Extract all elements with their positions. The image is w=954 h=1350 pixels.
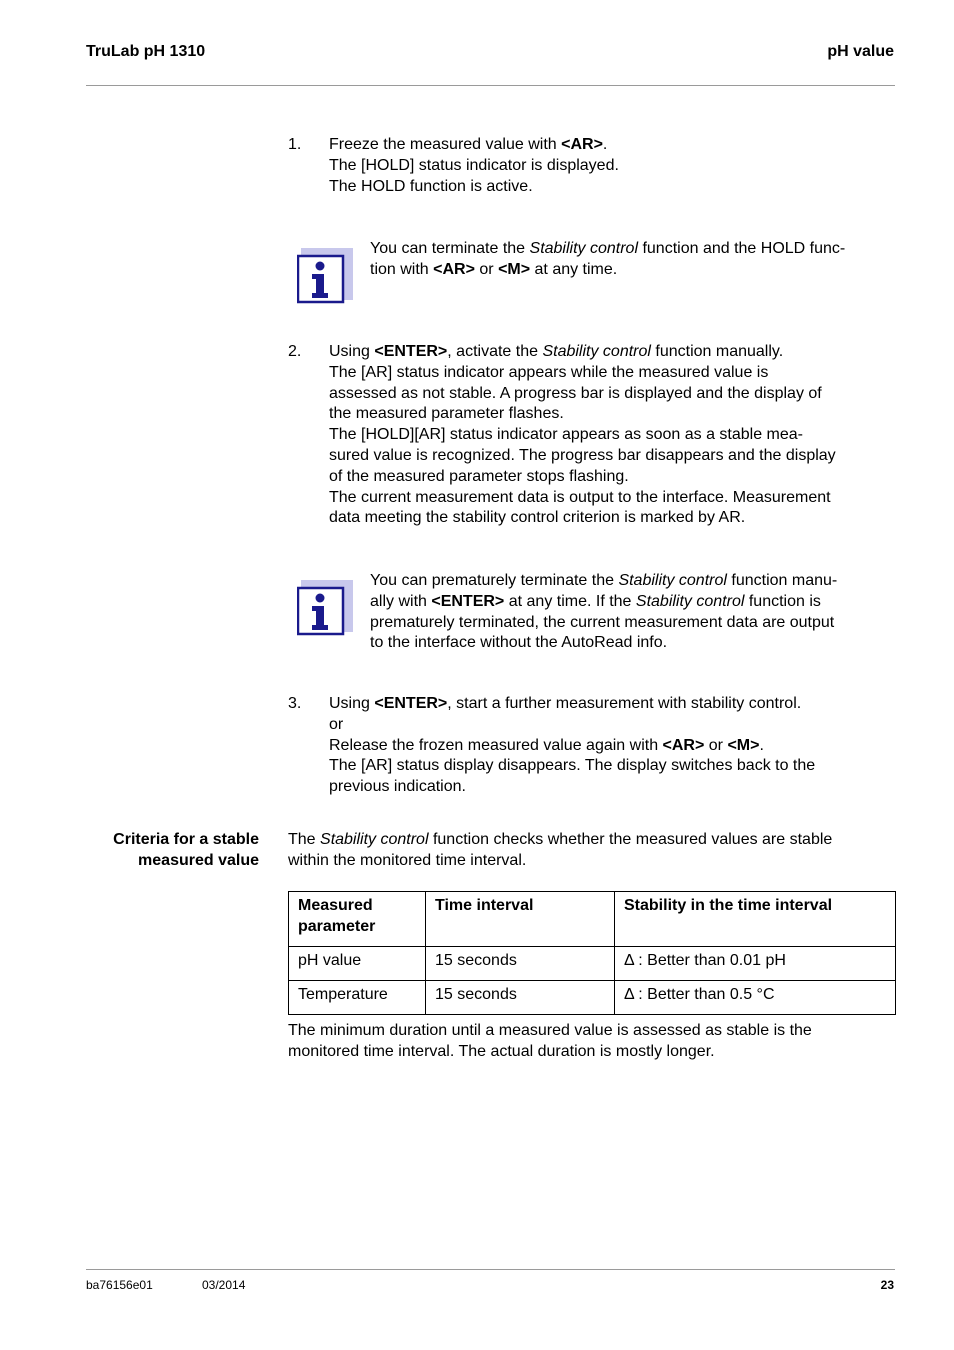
table-cell: Δ : Better than 0.01 pH	[615, 947, 896, 981]
table-cell: pH value	[289, 947, 426, 981]
stability-criteria-table	[288, 891, 896, 1015]
info-note-2: You can prematurely terminate the Stability control function manu- ally with <ENTER> at any time. If the Stability control function is prematurely terminated, the current measurement data are output to the interface without the AutoRead info.	[370, 572, 838, 652]
step-2-text: Using <ENTER>, activate the Stability control function manually. The [AR] status indicator appears while the measured value is assessed as not stable. A progress bar is displayed and the display of the measured parameter flashes. The [HOLD][AR] status indicator appears as soon as a stable mea- sured value is recognized. The progress bar disappears and the display of the measured parameter stops flashing. The current measurement data is output to the interface. Measurement data meeting the stability control criterion is marked by AR.	[329, 343, 836, 527]
footer-date: 03/2014	[202, 1278, 246, 1292]
table-header: Stability in the time interval	[615, 892, 896, 947]
table-cell: 15 seconds	[426, 981, 615, 1015]
footer-doc-id: ba76156e01	[86, 1278, 153, 1292]
header-rule	[86, 85, 895, 86]
table-header: Time interval	[426, 892, 615, 947]
step-number: 1.	[288, 136, 302, 153]
table-header: Measured parameter	[289, 892, 426, 947]
header-section: pH value	[827, 43, 894, 60]
info-icon	[297, 580, 353, 636]
info-note-1: You can terminate the Stability control function and the HOLD func- tion with <AR> or <M> at any time.	[370, 240, 846, 278]
step-number: 3.	[288, 695, 302, 712]
criteria-note: The minimum duration until a measured value is assessed as stable is the monitored time interval. The actual duration is mostly longer.	[288, 1022, 812, 1060]
step-3-text: Using <ENTER>, start a further measurement with stability control. or Release the frozen measured value again with <AR> or <M>. The [AR] status display disappears. The display switches back to the previous indication.	[329, 695, 816, 796]
step-1-text: Freeze the measured value with <AR>. The [HOLD] status indicator is displayed. The HOLD function is active.	[329, 136, 619, 195]
info-icon	[297, 248, 353, 304]
table-header-row	[289, 892, 896, 947]
page-number: 23	[880, 1278, 894, 1292]
criteria-intro: The Stability control function checks whether the measured values are stable within the monitored time interval.	[288, 831, 833, 869]
table-cell: 15 seconds	[426, 947, 615, 981]
step-number: 2.	[288, 343, 302, 360]
header-title: TruLab pH 1310	[86, 43, 206, 60]
table-row	[289, 947, 896, 981]
footer-rule	[86, 1269, 895, 1270]
table-cell: Temperature	[289, 981, 426, 1015]
section-heading: Criteria for a stable measured value	[113, 831, 259, 869]
table-row	[289, 981, 896, 1015]
table-cell: Δ : Better than 0.5 °C	[615, 981, 896, 1015]
